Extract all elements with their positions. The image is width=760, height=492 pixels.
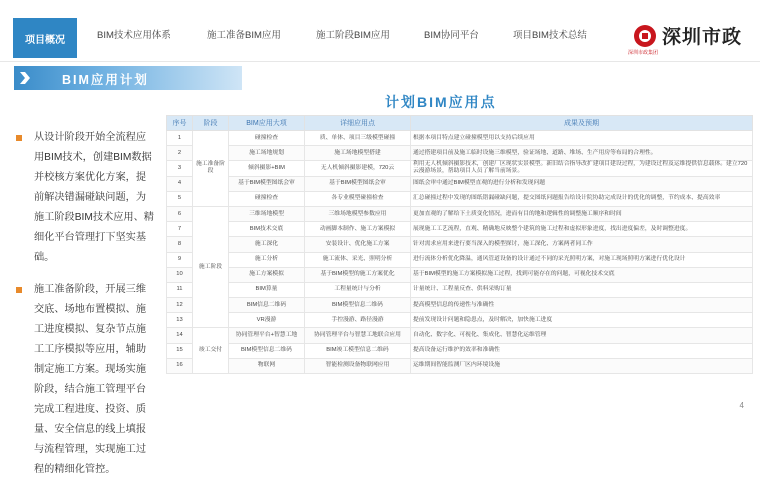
cell-item: 施工方案模拟	[229, 267, 305, 282]
company-logo	[627, 22, 742, 56]
cell-detail: 各专业模型碰撞检查	[305, 191, 411, 206]
table-row	[167, 358, 753, 373]
cell-item: 物联网	[229, 358, 305, 373]
cell-detail: 基于BIM模型的施工方案优化	[305, 267, 411, 282]
table-body	[167, 131, 753, 374]
cell-result: 更加直观的了解给下土质变化情况，进而有目的地和逻辑性的调整施工顺序和时间	[411, 206, 753, 221]
cell-detail: BIM竣工模型信息二维码	[305, 343, 411, 358]
cell-item: 倾斜摄影+BIM	[229, 161, 305, 176]
cell-result: 展现施工工艺流程，直观、精确地反映整个建筑的施工过程和虚拟形象进度，找出进度偏差，及时调整进度。	[411, 222, 753, 237]
cell-no: 7	[167, 222, 193, 237]
table-header-row	[167, 116, 753, 131]
table-row	[167, 313, 753, 328]
cell-result: 提高模型信息的传递性与准确性	[411, 298, 753, 313]
header-no: 序号	[167, 116, 193, 131]
cell-detail: 基于BIM模型图纸会审	[305, 176, 411, 191]
cell-no: 2	[167, 146, 193, 161]
cell-item: BIM信息二维码	[229, 298, 305, 313]
cell-phase: 施工阶段	[193, 206, 229, 328]
cell-detail: 手控漫游、路径漫游	[305, 313, 411, 328]
header-result: 成果及预期	[411, 116, 753, 131]
cell-detail: BIM模型信息二维码	[305, 298, 411, 313]
bullet-text: 从设计阶段开始全流程应用BIM技术，创建BIM数据并校核方案优化方案，提前解决错漏碰缺问题，为施工阶段BIM技术应用、精细化平台管理打下坚实基础。	[34, 132, 154, 263]
logo-subtext: 深圳市政集团	[627, 49, 658, 56]
cell-no: 11	[167, 282, 193, 297]
tab-bim-system[interactable]: BIM技术应用体系	[97, 30, 171, 41]
cell-result: 通过搭建项目前及施工临时设施三维模型，验证场地、道路、堆场、生产用房等布局的合理性。	[411, 146, 753, 161]
cell-item: BIM技术交底	[229, 222, 305, 237]
cell-no: 13	[167, 313, 193, 328]
table-row	[167, 191, 753, 206]
tab-bim-summary[interactable]: 项目BIM技术总结	[513, 30, 587, 41]
cell-no: 5	[167, 191, 193, 206]
cell-detail: 安装设计、优化施工方案	[305, 237, 411, 252]
cell-item: 施工场地规划	[229, 146, 305, 161]
cell-result: 针对需求应用来进行要当深入的模型探讨，施工深化、方案两者同工作	[411, 237, 753, 252]
cell-item: 施工深化	[229, 237, 305, 252]
top-nav	[0, 0, 760, 62]
table-row	[167, 131, 753, 146]
cell-result: 提前发现设计问题和隐患点，及时解决，加快施工进度	[411, 313, 753, 328]
cell-result: 汇总碰撞过程中发现的图纸错漏碰缺问题，提交图纸问题报告给设计院协助完成设计的优化的调整，节约成本、提高效率	[411, 191, 753, 206]
section-title-bar	[14, 66, 242, 90]
chevron-right-icon	[20, 72, 30, 84]
cell-no: 15	[167, 343, 193, 358]
table-row	[167, 298, 753, 313]
cell-result: 基于BIM模型的施工方案模拟施工过程，找到可能存在的问题，可视化技术交底	[411, 267, 753, 282]
tab-collab-platform[interactable]: BIM协同平台	[424, 30, 479, 41]
cell-item: VR漫游	[229, 313, 305, 328]
cell-no: 12	[167, 298, 193, 313]
table-row	[167, 176, 753, 191]
cell-no: 8	[167, 237, 193, 252]
page-number: 4	[739, 401, 744, 410]
cell-detail: 动画脚本制作、施工方案模拟	[305, 222, 411, 237]
tab-construction-bim[interactable]: 施工阶段BIM应用	[316, 30, 390, 41]
logo-text: 深圳市政	[661, 27, 742, 48]
cell-item: 协同管理平台+智慧工地	[229, 328, 305, 343]
cell-item: 基于BIM模型图纸会审	[229, 176, 305, 191]
table-row	[167, 206, 753, 221]
cell-no: 4	[167, 176, 193, 191]
table-row	[167, 252, 753, 267]
bullet-square-icon	[16, 287, 22, 293]
cell-no: 10	[167, 267, 193, 282]
bullet-square-icon	[16, 135, 22, 141]
cell-no: 6	[167, 206, 193, 221]
plan-title: 计划BIM应用点	[385, 94, 497, 110]
table-row	[167, 161, 753, 176]
cell-detail: 施工流体、采光、照明分析	[305, 252, 411, 267]
cell-detail: 智能检测设备物联网应用	[305, 358, 411, 373]
cell-result: 自动化、数字化、可视化、集成化、智慧化运维管理	[411, 328, 753, 343]
cell-result: 提高设备运行维护的效率和准确性	[411, 343, 753, 358]
cell-result: 进行流体分析优化降温，通风管道设备的设计通过不同的采光照明方案，对施工现场照明方案进行优化设计	[411, 252, 753, 267]
cell-no: 3	[167, 161, 193, 176]
cell-phase: 竣工交付	[193, 328, 229, 374]
cell-detail: 质、单体、项目三级模型碰撞	[305, 131, 411, 146]
header-item: BIM应用大项	[229, 116, 305, 131]
cell-result: 计量统计、工程量反查、供料采购订量	[411, 282, 753, 297]
cell-detail: 工程量统计与分析	[305, 282, 411, 297]
bullet-list	[16, 128, 156, 492]
cell-no: 14	[167, 328, 193, 343]
cell-phase: 施工准备阶段	[193, 131, 229, 207]
bim-plan-table	[166, 115, 752, 374]
bullet-text: 施工准备阶段，开展三维交底、场地布置模拟、施工进度模拟、复杂节点施工工序模拟等应用，辅助制定施工方案。现场实施阶段，结合施工管理平台完成工程进度、投资、质量、安全信息的线上填报与流程管理，实现施工过程的精细化管控。	[34, 284, 147, 475]
cell-result: 运维期间智能监测厂区内环境设施	[411, 358, 753, 373]
cell-result: 图纸会审中通过BIM模型直观的进行分析和发现问题	[411, 176, 753, 191]
table-row	[167, 267, 753, 282]
cell-item: 碰撞检查	[229, 191, 305, 206]
table-row	[167, 222, 753, 237]
cell-detail: 三维场地模型参数应用	[305, 206, 411, 221]
cell-no: 9	[167, 252, 193, 267]
header-phase: 阶段	[193, 116, 229, 131]
cell-item: 三维场地模型	[229, 206, 305, 221]
header-detail: 详细应用点	[305, 116, 411, 131]
cell-item: 施工分析	[229, 252, 305, 267]
cell-detail: 无人机倾斜摄影建模，720云	[305, 161, 411, 176]
cell-detail: 协同管理平台与智慧工地联合应用	[305, 328, 411, 343]
bullet-item	[16, 280, 156, 480]
cell-detail: 施工场地模型搭建	[305, 146, 411, 161]
tab-project-overview[interactable]: 项目概况	[13, 18, 77, 58]
table-row	[167, 328, 753, 343]
cell-item: 碰撞检查	[229, 131, 305, 146]
cell-item: BIM模型信息二维码	[229, 343, 305, 358]
logo-mark-icon	[627, 25, 658, 56]
cell-result: 利用无人机倾斜摄影技术，创建厂区现状实景模型。新旧结合指导改扩建项目建设过程，为建设过程及运维提供信息载体。建立720云漫游场景，帮助项目人员了解当前场景。	[411, 161, 753, 176]
cell-result: 根据本项目特点建立碰撞模型用以支持后续应用	[411, 131, 753, 146]
tab-prep-bim[interactable]: 施工准备BIM应用	[207, 30, 281, 41]
cell-no: 1	[167, 131, 193, 146]
table-row	[167, 146, 753, 161]
cell-no: 16	[167, 358, 193, 373]
cell-item: BIM算量	[229, 282, 305, 297]
table-row	[167, 237, 753, 252]
table-row	[167, 282, 753, 297]
bullet-item	[16, 128, 156, 268]
table-row	[167, 343, 753, 358]
section-title: BIM应用计划	[62, 73, 149, 87]
